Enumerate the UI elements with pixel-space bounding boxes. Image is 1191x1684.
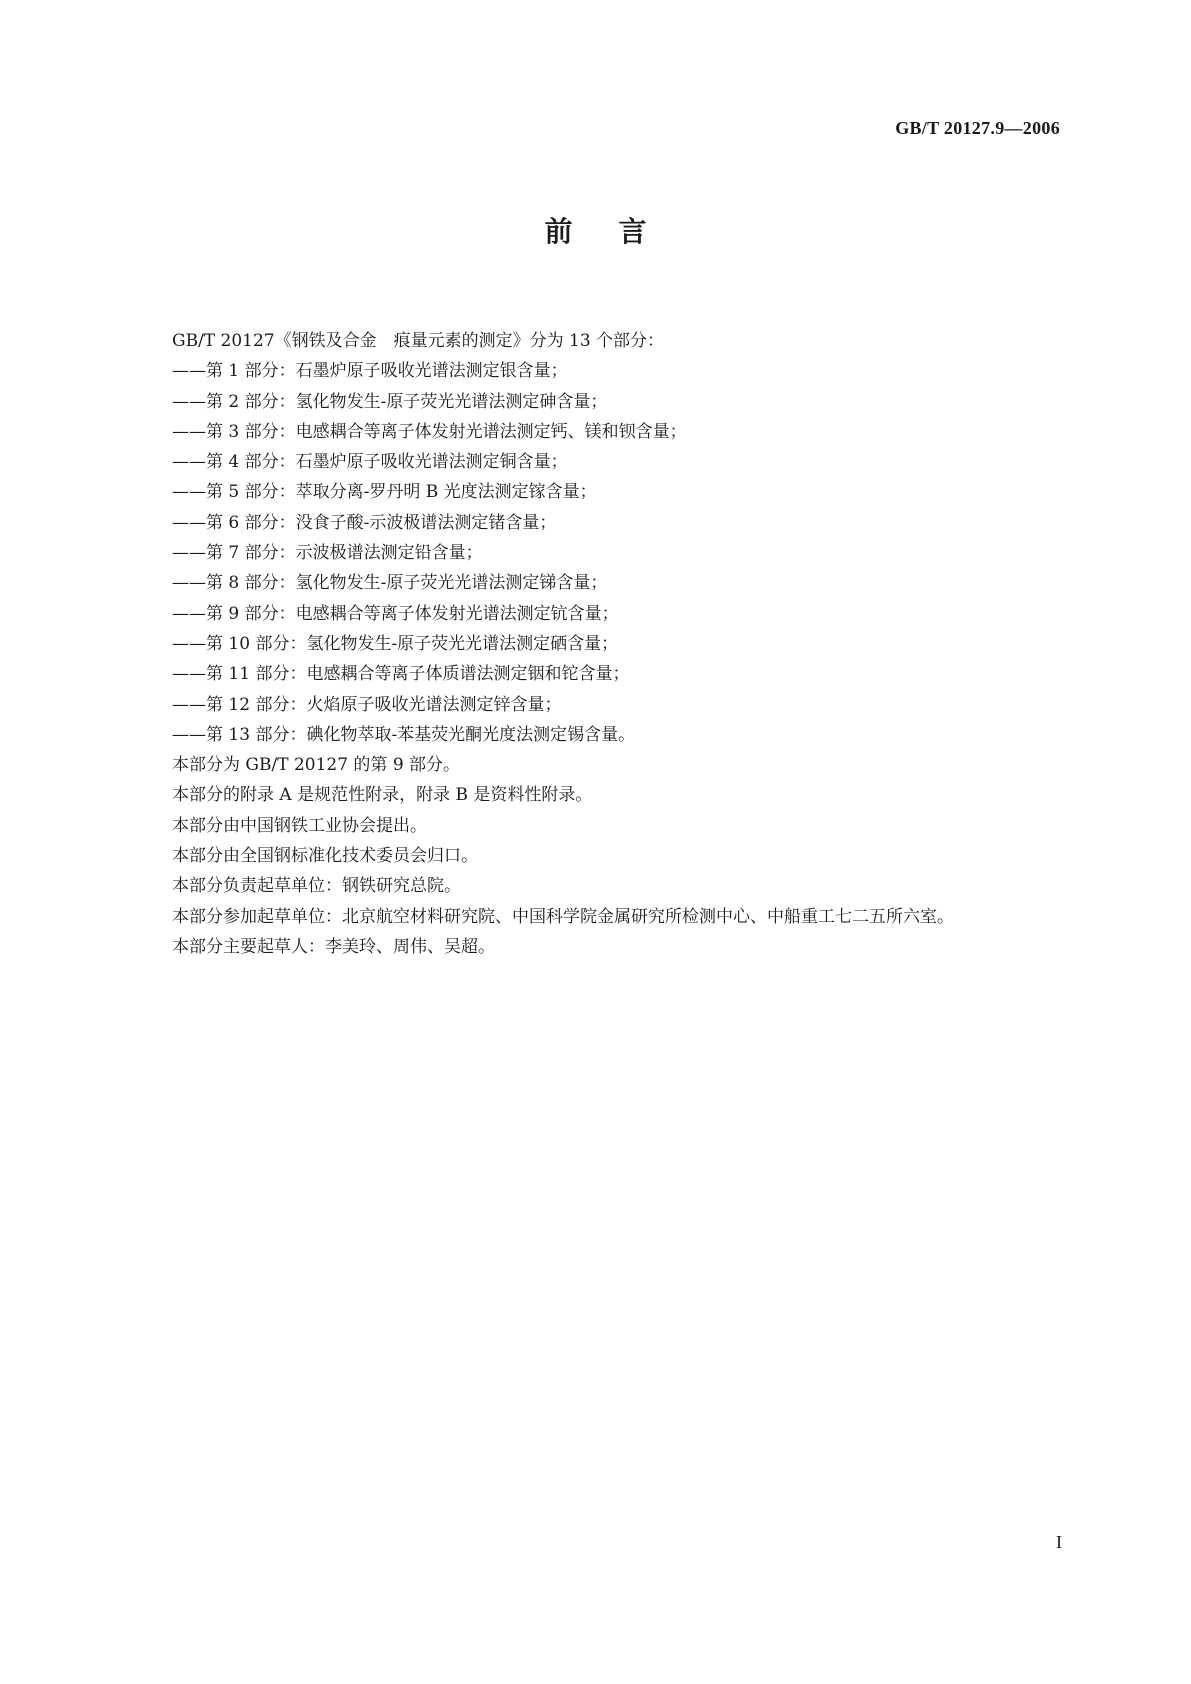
statement-part-number: 本部分为 GB/T 20127 的第 9 部分。 (172, 755, 461, 776)
part-list-item: ——第 2 部分：氢化物发生-原子荧光光谱法测定砷含量； (172, 391, 608, 412)
statement-participating-drafters: 本部分参加起草单位：北京航空材料研究院、中国科学院金属研究所检测中心、中船重工七二五所六室。 (172, 906, 954, 927)
page-number: I (1056, 1532, 1062, 1552)
part-list-item: ——第 5 部分：萃取分离-罗丹明 B 光度法测定镓含量； (172, 482, 597, 503)
part-list-item: ——第 8 部分：氢化物发生-原子荧光光谱法测定锑含量； (172, 573, 608, 594)
statement-main-drafters: 本部分主要起草人：李美玲、周伟、吴超。 (172, 936, 495, 957)
part-list-item: ——第 12 部分：火焰原子吸收光谱法测定锌含量； (172, 694, 562, 715)
standard-number: GB/T 20127.9—2006 (895, 118, 1060, 138)
part-list-item: ——第 4 部分：石墨炉原子吸收光谱法测定铜含量； (172, 452, 568, 473)
part-list-item: ——第 9 部分：电感耦合等离子体发射光谱法测定钪含量； (172, 603, 619, 624)
part-list-item: ——第 11 部分：电感耦合等离子体质谱法测定铟和铊含量； (172, 664, 630, 685)
statement-proposed-by: 本部分由中国钢铁工业协会提出。 (172, 815, 427, 836)
part-list-item: ——第 13 部分：碘化物萃取-苯基荧光酮光度法测定锡含量。 (172, 724, 636, 745)
page-title: 前言 (544, 215, 693, 248)
part-list-item: ——第 6 部分：没食子酸-示波极谱法测定锗含量； (172, 512, 557, 533)
statement-under-jurisdiction: 本部分由全国钢标准化技术委员会归口。 (172, 846, 478, 867)
intro-paragraph: GB/T 20127《钢铁及合金 痕量元素的测定》分为 13 个部分： (172, 331, 665, 351)
part-list-item: ——第 7 部分：示波极谱法测定铅含量； (172, 543, 483, 564)
part-list-item: ——第 10 部分：氢化物发生-原子荧光光谱法测定硒含量； (172, 633, 619, 654)
statement-annexes: 本部分的附录 A 是规范性附录，附录 B 是资料性附录。 (172, 785, 593, 806)
part-list-item: ——第 1 部分：石墨炉原子吸收光谱法测定银含量； (172, 361, 568, 382)
statement-responsible-drafter: 本部分负责起草单位：钢铁研究总院。 (172, 876, 461, 897)
foreword-body (120, 326, 1060, 962)
part-list-item: ——第 3 部分：电感耦合等离子体发射光谱法测定钙、镁和钡含量； (172, 421, 687, 442)
